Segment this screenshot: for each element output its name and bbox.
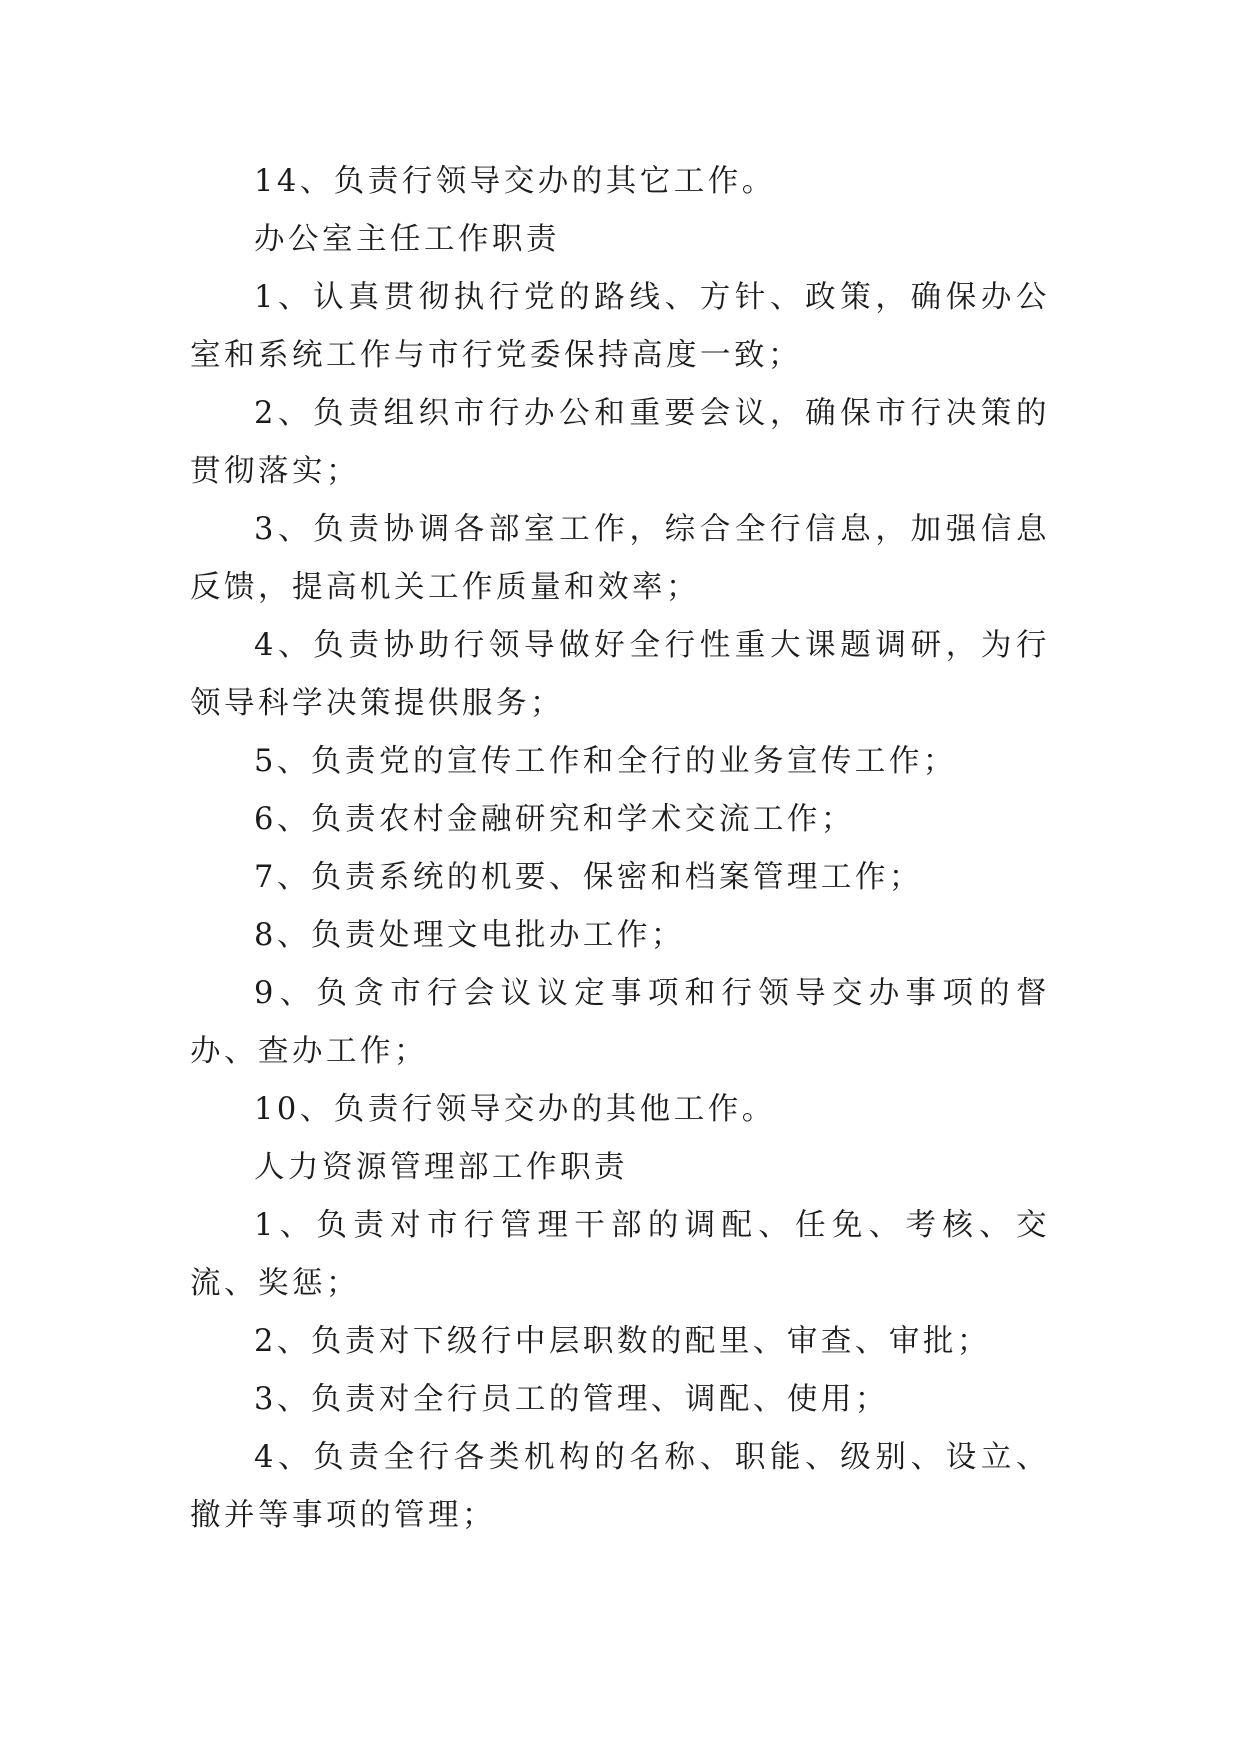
section-heading: 人力资源管理部工作职责 [254, 1150, 628, 1185]
paragraph: 8、负责处理文电批办工作； [254, 918, 685, 953]
paragraph: 5、负责党的宣传工作和全行的业务宣传工作； [254, 744, 957, 779]
paragraph: 4、负责协助行领导做好全行性重大课题调研，为行领导科学决策提供服务； [190, 628, 1050, 721]
section-heading: 办公室主任工作职责 [254, 222, 560, 257]
paragraph: 10、负责行领导交办的其他工作。 [254, 1092, 776, 1127]
document-body [190, 153, 1050, 1545]
paragraph: 14、负责行领导交办的其它工作。 [254, 164, 776, 199]
paragraph: 9、负贪市行会议议定事项和行领导交办事项的督办、查办工作； [190, 976, 1050, 1069]
paragraph: 3、负责对全行员工的管理、调配、使用； [254, 1382, 889, 1417]
paragraph: 7、负责系统的机要、保密和档案管理工作； [254, 860, 923, 895]
paragraph: 2、负责对下级行中层职数的配里、审查、审批； [254, 1324, 991, 1359]
paragraph: 1、认真贯彻执行党的路线、方针、政策，确保办公室和系统工作与市行党委保持高度一致； [190, 280, 1050, 373]
paragraph: 6、负责农村金融研究和学术交流工作； [254, 802, 855, 837]
paragraph: 1、负责对市行管理干部的调配、任免、考核、交流、奖惩； [190, 1208, 1050, 1301]
paragraph: 3、负责协调各部室工作，综合全行信息，加强信息反馈，提高机关工作质量和效率； [190, 512, 1050, 605]
paragraph: 2、负责组织市行办公和重要会议，确保市行决策的贯彻落实； [190, 396, 1050, 489]
paragraph: 4、负责全行各类机构的名称、职能、级别、设立、撤并等事项的管理； [190, 1440, 1050, 1533]
